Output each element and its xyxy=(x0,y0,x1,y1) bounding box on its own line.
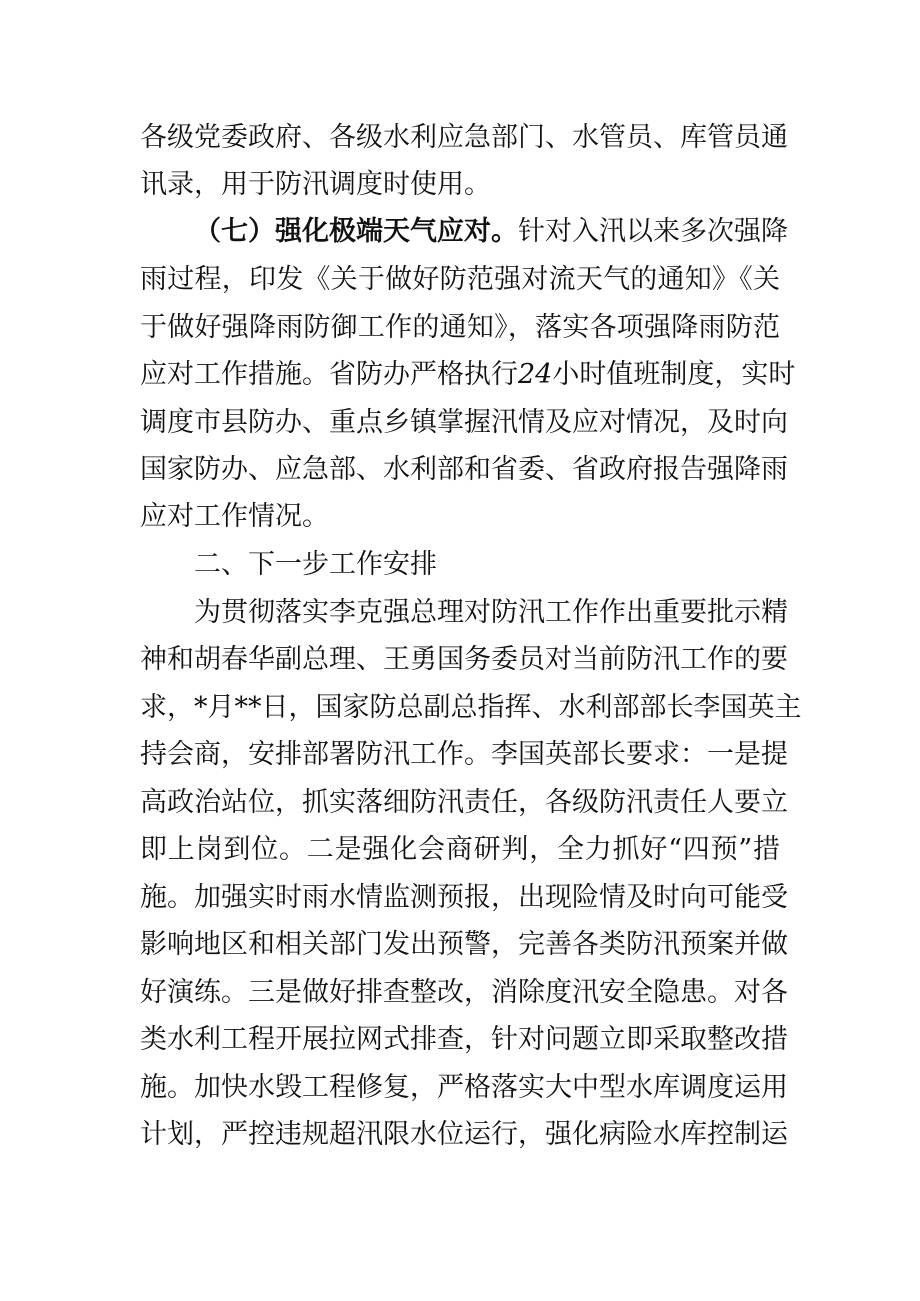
paragraph-line: 施。加快水毁工程修复，严格落实大中型水库调度运用 xyxy=(140,1072,788,1103)
paragraph-line: 应对工作情况。 xyxy=(140,501,329,532)
paragraph-line: 为贯彻落实李克强总理对防汛工作作出重要批示精 xyxy=(194,597,788,628)
paragraph-line: 高政治站位，抓实落细防汛责任，各级防汛责任人要立 xyxy=(140,787,788,818)
paragraph-line: 即上岗到位。二是强化会商研判，全力抓好“四预”措 xyxy=(140,834,780,865)
paragraph-text: 小时值班制度，实时 xyxy=(552,359,796,390)
hours-number: 24 xyxy=(518,359,553,390)
paragraph-line: 调度市县防办、重点乡镇掌握汛情及应对情况，及时向 xyxy=(140,407,788,438)
paragraph-text: 应对工作措施。省防办严格执行 xyxy=(140,359,518,390)
paragraph-line: 雨过程，印发《关于做好防范强对流天气的通知》《关 xyxy=(140,264,780,295)
paragraph-line: 求，*月**日，国家防总副总指挥、水利部部长李国英主 xyxy=(140,692,802,723)
paragraph-line: 于做好强降雨防御工作的通知》，落实各项强降雨防范 xyxy=(140,312,780,343)
paragraph-line: 影响地区和相关部门发出预警，完善各类防汛预案并做 xyxy=(140,929,788,960)
paragraph-line xyxy=(140,355,796,395)
section-heading-2: 二、下一步工作安排 xyxy=(194,549,437,580)
paragraph-line: 好演练。三是做好排查整改，消除度汛安全隐患。对各 xyxy=(140,977,788,1008)
paragraph-line: 计划，严控违规超汛限水位运行，强化病险水库控制运 xyxy=(140,1119,788,1150)
paragraph-line: 持会商，安排部署防汛工作。李国英部长要求：一是提 xyxy=(140,739,788,770)
paragraph-line: 类水利工程开展拉网式排查，针对问题立即采取整改措 xyxy=(140,1024,788,1055)
paragraph-text: 针对入汛以来多次强降 xyxy=(518,216,788,247)
paragraph-line: 讯录，用于防汛调度时使用。 xyxy=(140,169,491,200)
paragraph-line xyxy=(194,212,788,252)
paragraph-line: 神和胡春华副总理、王勇国务委员对当前防汛工作的要 xyxy=(140,644,788,675)
paragraph-line: 施。加强实时雨水情监测预报，出现险情及时向可能受 xyxy=(140,882,788,913)
paragraph-line: 各级党委政府、各级水利应急部门、水管员、库管员通 xyxy=(140,122,788,153)
section-heading-7: （七）强化极端天气应对。 xyxy=(194,216,518,247)
paragraph-line: 国家防办、应急部、水利部和省委、省政府报告强降雨 xyxy=(140,454,788,485)
